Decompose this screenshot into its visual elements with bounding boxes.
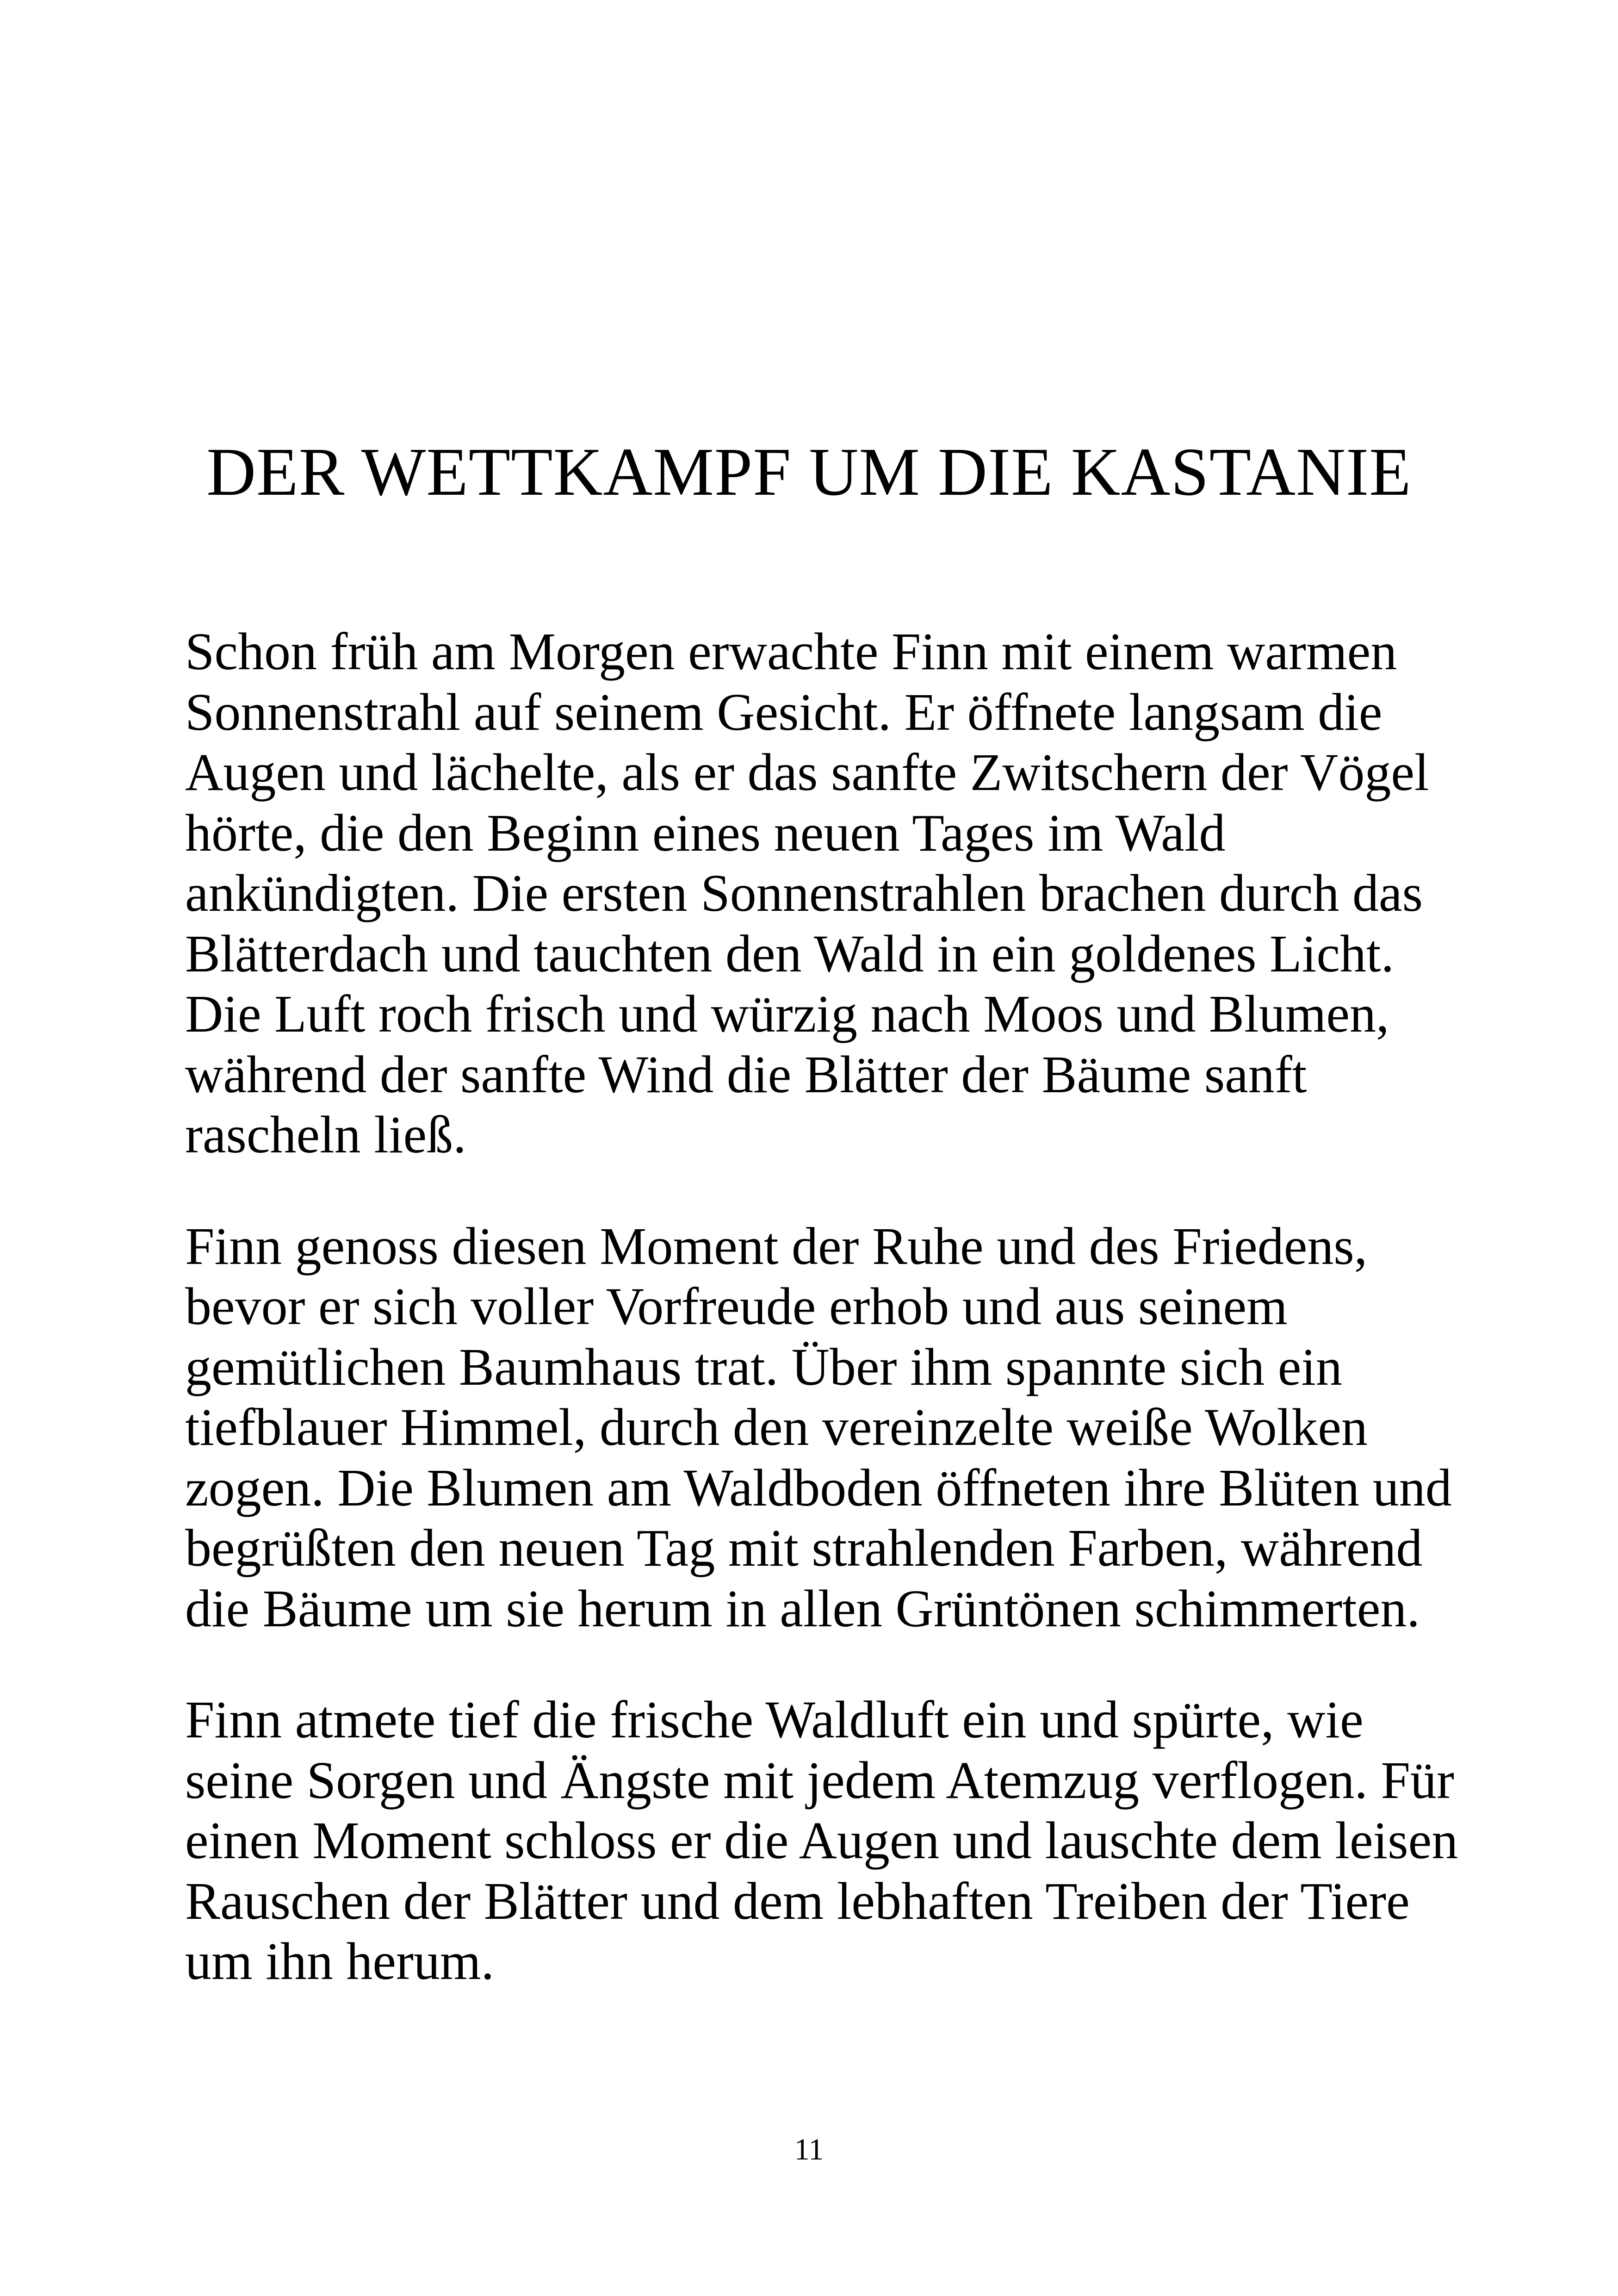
text-line: Finn genoss diesen Moment der Ruhe und des Friedens,: [185, 1216, 1368, 1276]
text-line: gemütlichen Baumhaus trat. Über ihm spannte sich ein: [185, 1337, 1343, 1396]
text-line: Schon früh am Morgen erwachte Finn mit einem warmen: [185, 622, 1397, 681]
text-line: bevor er sich voller Vorfreude erhob und aus seinem: [185, 1277, 1288, 1336]
text-line: Augen und lächelte, als er das sanfte Zwitschern der Vögel: [185, 743, 1429, 802]
text-line: seine Sorgen und Ängste mit jedem Atemzug verflogen. Für: [185, 1750, 1454, 1810]
text-line: Die Luft roch frisch und würzig nach Moos und Blumen,: [185, 984, 1389, 1043]
text-line: hörte, die den Beginn eines neuen Tages im Wald: [185, 803, 1226, 862]
text-line: ankündigten. Die ersten Sonnenstrahlen brachen durch das: [185, 864, 1423, 922]
text-line: begrüßten den neuen Tag mit strahlenden Farben, während: [185, 1518, 1423, 1577]
text-line: Rauschen der Blätter und dem lebhaften Treiben der Tiere: [185, 1871, 1410, 1930]
text-line: während der sanfte Wind die Blätter der Bäume sanft: [185, 1045, 1307, 1104]
text-line: Finn atmete tief die frische Waldluft ein und spürte, wie: [185, 1690, 1364, 1749]
page-number: 11: [794, 2133, 824, 2166]
paragraph: [185, 622, 1462, 1165]
text-line: die Bäume um sie herum in allen Grüntönen schimmerten.: [185, 1579, 1420, 1638]
chapter-title: DER WETTKAMPF UM DIE KASTANIE: [206, 434, 1412, 510]
text-line: einen Moment schloss er die Augen und lauschte dem leisen: [185, 1811, 1458, 1870]
text-line: zogen. Die Blumen am Waldboden öffneten ihre Blüten und: [185, 1458, 1452, 1517]
paragraph: [185, 1690, 1462, 1992]
paragraph: [185, 1216, 1462, 1639]
text-line: um ihn herum.: [185, 1932, 495, 1991]
chapter-body: [185, 622, 1462, 2043]
text-line: Blätterdach und tauchten den Wald in ein goldenes Licht.: [185, 924, 1395, 983]
text-line: Sonnenstrahl auf seinem Gesicht. Er öffnete langsam die: [185, 682, 1382, 741]
text-line: tiefblauer Himmel, durch den vereinzelte weiße Wolken: [185, 1398, 1368, 1456]
text-line: rascheln ließ.: [185, 1105, 466, 1164]
